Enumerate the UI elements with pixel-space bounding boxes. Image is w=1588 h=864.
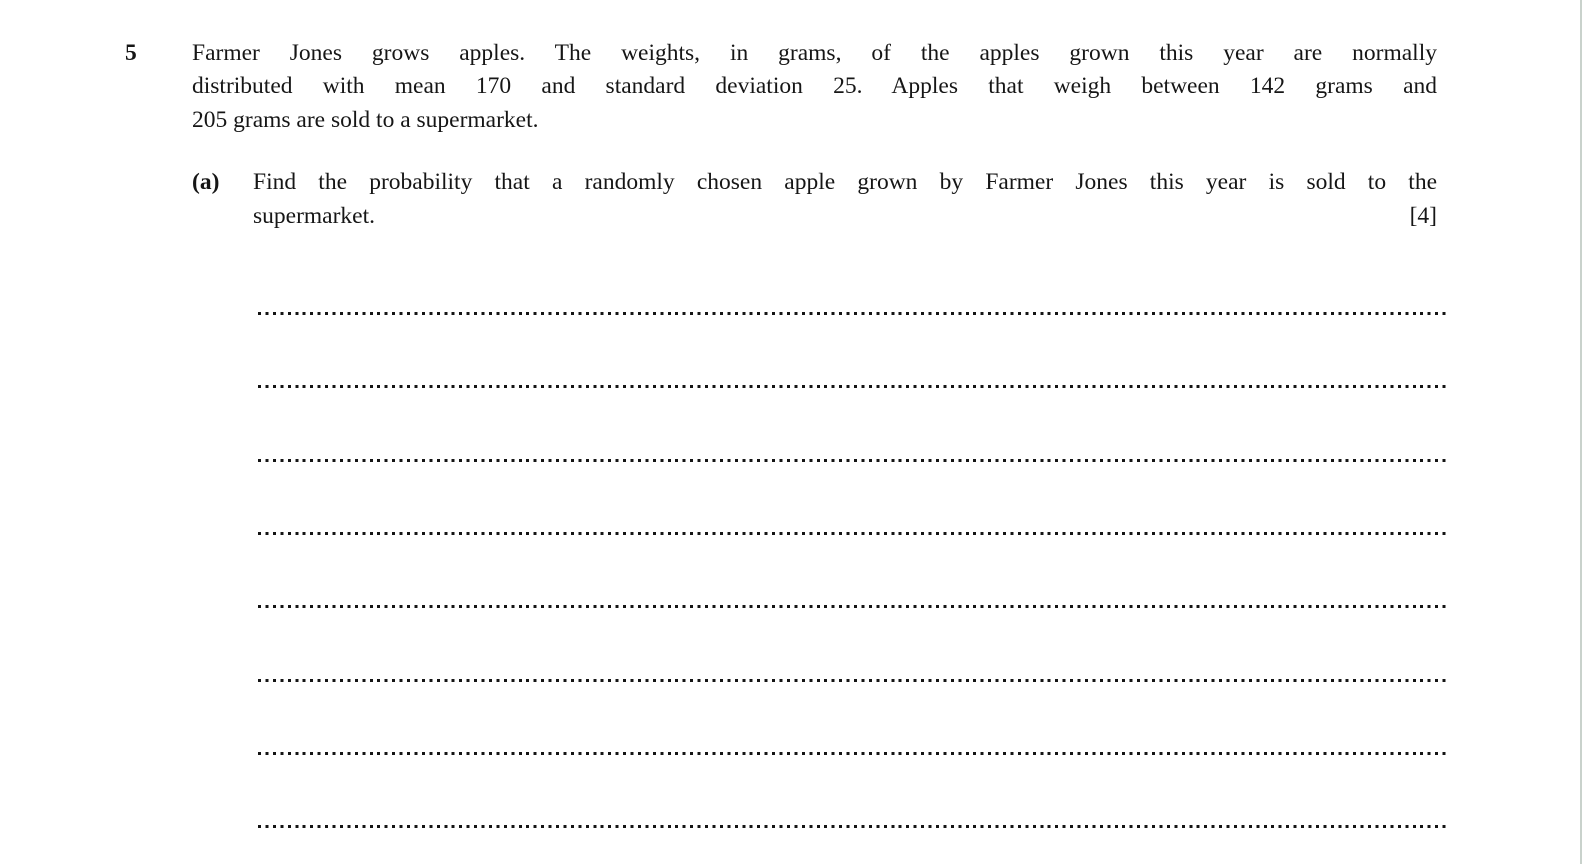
answer-line (258, 752, 1448, 755)
answer-line (258, 459, 1448, 462)
part-a-text (253, 166, 1437, 233)
answer-line (258, 605, 1448, 608)
intro-line-3: 205 grams are sold to a supermarket. (192, 106, 539, 133)
intro-line-2: distributed with mean 170 and standard deviation 25. Apples that weigh between 142 grams and (192, 73, 1437, 100)
answer-line (258, 385, 1448, 388)
question-number: 5 (125, 40, 137, 66)
answer-line (258, 312, 1448, 315)
intro-line-1: Farmer Jones grows apples. The weights, in grams, of the apples grown this year are normally (192, 40, 1437, 66)
answer-line (258, 679, 1448, 682)
marks-label: [4] (1409, 202, 1437, 229)
part-a-line-1: Find the probability that a randomly chosen apple grown by Farmer Jones this year is sold to the (253, 169, 1437, 195)
answer-line (258, 532, 1448, 535)
part-a-line-2: supermarket. (253, 202, 376, 229)
answer-line (258, 825, 1448, 828)
question-intro-paragraph (192, 37, 1437, 137)
part-a-label: (a) (192, 169, 220, 195)
page-edge-line (1580, 0, 1582, 864)
